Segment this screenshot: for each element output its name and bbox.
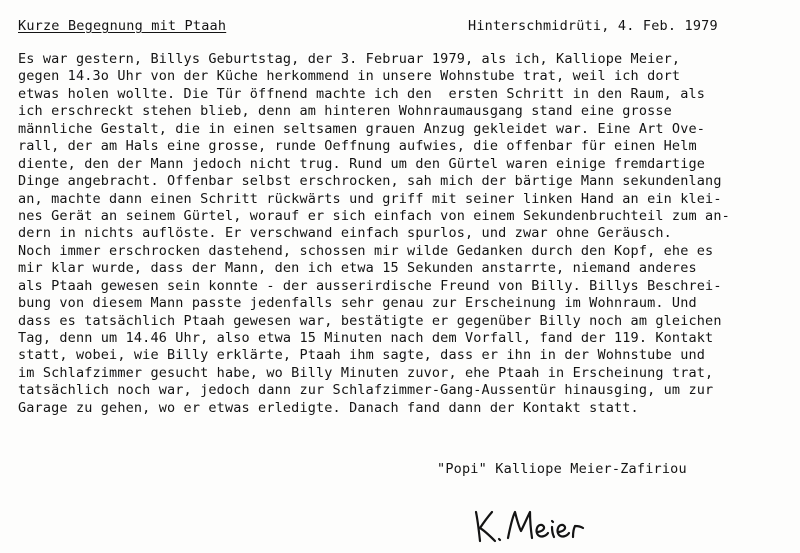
document-title: Kurze Begegnung mit Ptaah [18,18,227,34]
sender-name: "Popi" Kalliope Meier-Zafiriou [437,461,687,477]
body-line: bung von diesem Mann passte jedenfalls sehr genau zur Erscheinung im Wohnraum. Und [18,295,697,312]
body-line: dass es tatsächlich Ptaah gewesen war, bestätigte er gegenüber Billy noch am gleichen [18,312,722,329]
body-line: an, machte dann einen Schritt rückwärts und griff mit seiner linken Hand an ein klei- [18,190,722,207]
body-line: dern in nichts auflöste. Er verschwand einfach spurlos, und zwar ohne Geräusch. [18,225,672,242]
body-line: gegen 14.3o Uhr von der Küche herkommend in unsere Wohnstube trat, weil ich dort [18,68,681,85]
body-line: Noch immer erschrocken dastehend, schossen mir wilde Gedanken durch den Kopf, ehe es [18,242,714,259]
body-line: rall, der am Hals eine grosse, runde Oeffnung aufwies, die offenbar für einen Helm [18,138,697,155]
body-line: nes Gerät an seinem Gürtel, worauf er sich einfach von einem Sekundenbruchteil zum an- [18,207,730,224]
body-line: im Schlafzimmer gesucht habe, wo Billy Minuten zuvor, ehe Ptaah in Erscheinung trat, [18,364,714,381]
body-line: Tag, denn um 14.46 Uhr, also etwa 15 Minuten nach dem Vorfall, fand der 119. Kontakt [18,330,714,346]
body-line: etwas holen wollte. Die Tür öffnend machte ich den ersten Schritt in den Raum, als [18,85,706,102]
body-line: tatsächlich noch war, jedoch dann zur Schlafzimmer-Gang-Aussentür hinausging, um zur [18,382,714,399]
place-and-date: Hinterschmidrüti, 4. Feb. 1979 [468,18,718,34]
body-line: ich erschreckt stehen blieb, denn am hinteren Wohnraumausgang stand eine grosse [18,103,672,120]
body-line: Garage zu gehen, wo er etwas erledigte. Danach fand dann der Kontakt statt. [18,399,639,416]
body-line: Dinge angebracht. Offenbar selbst erschrocken, sah mich der bärtige Mann sekundenlang [18,173,722,190]
handwritten-signature [468,500,588,548]
body-line: statt, wobei, wie Billy erklärte, Ptaah ihm sagte, dass er ihn in der Wohnstube und [18,347,706,364]
letter-body [18,51,794,417]
body-line: Es war gestern, Billys Geburtstag, der 3. Februar 1979, als ich, Kalliope Meier, [18,51,681,67]
body-line: diente, den der Mann jedoch nicht trug. Rund um den Gürtel waren einige fremdartige [18,155,706,172]
body-line: mir klar wurde, dass der Mann, den ich etwa 15 Sekunden anstarrte, niemand anderes [18,260,697,277]
body-line: als Ptaah gewesen sein konnte - der ausserirdische Freund von Billy. Billys Beschrei- [18,277,722,294]
body-line: männliche Gestalt, die in einen seltsamen grauen Anzug gekleidet war. Eine Art Ove- [18,120,706,137]
